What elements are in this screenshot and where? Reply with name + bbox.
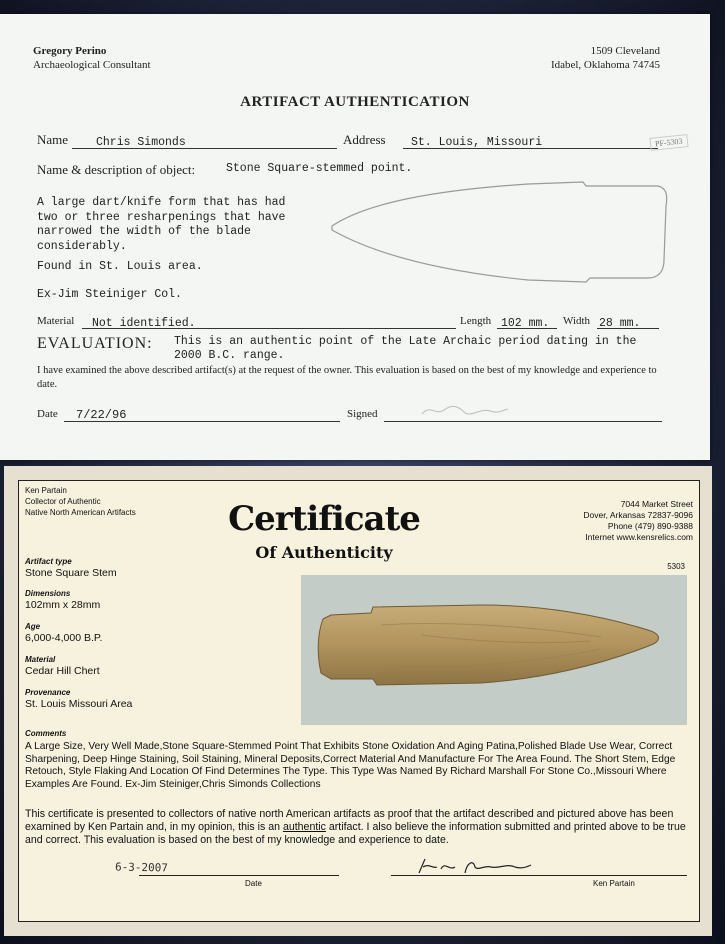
object-label: Name & description of object: — [37, 162, 196, 177]
object-value: Stone Square-stemmed point. — [226, 162, 413, 175]
point-outline-drawing — [328, 180, 673, 290]
collector-address — [583, 499, 693, 543]
field-value: St. Louis Missouri Area — [25, 698, 133, 710]
address-line-2: Idabel, Oklahoma 74745 — [550, 59, 660, 71]
collector-line: Native North American Artifacts — [25, 508, 136, 517]
width-line — [597, 313, 659, 329]
evaluation-line: This is an authentic point of the Late Archaic period dating in the — [174, 335, 637, 348]
signature-label: Ken Partain — [593, 879, 635, 888]
phone: Phone (479) 890-9388 — [607, 521, 693, 531]
length-line — [497, 313, 557, 329]
website: Internet www.kensrelics.com — [585, 532, 693, 542]
width-label: Width — [563, 315, 591, 327]
date-line — [139, 875, 339, 876]
statement-authentic: authentic — [282, 821, 326, 833]
artifact-point-image — [301, 575, 687, 725]
address-value: St. Louis, Missouri — [411, 136, 543, 149]
collector-line: Collector of Authentic — [25, 497, 101, 506]
width-value: 28 mm. — [599, 317, 641, 330]
field-label: Provenance — [25, 688, 71, 697]
certificate-number: 5303 — [667, 562, 685, 571]
description-line: two or three resharpenings that have — [37, 210, 286, 224]
evaluation-label: EVALUATION: — [37, 335, 153, 352]
certification-statement — [25, 808, 693, 847]
card-title: ARTIFACT AUTHENTICATION — [240, 94, 470, 110]
address-line-1: 7044 Market Street — [620, 499, 693, 509]
statement-text: artifact. I also believe the information submitted and printed above to be true and correct. This evaluation is based on the best of my knowledge and experience to date. — [25, 821, 686, 846]
material-label: Material — [37, 315, 75, 327]
address-line — [403, 132, 658, 149]
date-label: Date — [37, 408, 58, 420]
field-label: Artifact type — [25, 557, 72, 566]
collection: Ex-Jim Steiniger Col. — [37, 288, 182, 301]
signature-line — [391, 875, 687, 876]
consultant-address — [551, 44, 660, 72]
address-line-2: Dover, Arkansas 72837-9096 — [583, 510, 693, 520]
catalog-stamp: PF-5303 — [650, 134, 689, 151]
field-label: Material — [25, 655, 56, 664]
artifact-photo — [301, 575, 687, 725]
signature-mark — [420, 402, 510, 420]
name-label: Name — [37, 132, 69, 147]
field-label: Age — [25, 622, 41, 631]
certificate-subtitle: Of Authenticity — [255, 543, 393, 562]
description — [37, 196, 285, 254]
date-value: 7/22/96 — [76, 408, 127, 422]
consultant-name: Gregory Perino — [33, 45, 107, 57]
description-line: considerably. — [37, 239, 127, 253]
consultant-title: Archaeological Consultant — [33, 59, 151, 71]
description-line: narrowed the width of the blade — [37, 225, 251, 238]
statement-text: This certificate is presented to collectors of native north American artifacts as proof that the artifact described and pictured above has been examined by Ken Partain and, in my opinion, this is an — [25, 808, 674, 833]
signed-label: Signed — [347, 408, 378, 420]
certificate-title: Certificate — [228, 499, 420, 539]
collector-header — [25, 485, 136, 518]
examination-statement: I have examined the above described artifact(s) at the request of the owner. This evaluation is based on the best of my knowledge and experience to date. — [37, 365, 657, 390]
description-line: A large dart/knife form that has had — [37, 196, 286, 209]
comments-label: Comments — [25, 729, 67, 738]
date-line — [64, 405, 340, 422]
certificate-date-value: 6-3-2007 — [114, 860, 169, 875]
field-value: Stone Square Stem — [25, 567, 117, 579]
name-value: Chris Simonds — [96, 136, 186, 149]
partain-certificate — [4, 466, 712, 936]
consultant-header — [33, 44, 151, 72]
certificate-border — [18, 480, 700, 922]
certificate-date-label: Date — [245, 879, 262, 888]
comments-text: A Large Size, Very Well Made,Stone Square-Stemmed Point That Exhibits Stone Oxidation And Aging Patina,Polished Blade Use Wear, Correct Sharpening, Deep Hinge Staining, Soil Staining, Mineral Deposits,Correct Material And Manufacture For The Area Found. The Short Stem, Edge Retouch, Style Flaking And Location Of Find Determines The Type. This Type Was Named By Richard Marshall For Stone Co.,Missouri Where Examples Are Found. Ex-Jim Steiniger,Chris Simonds Collections — [25, 741, 676, 790]
field-label: Dimensions — [25, 589, 71, 598]
length-value: 102 mm. — [501, 317, 550, 330]
evaluation-text — [174, 335, 636, 363]
perino-authentication-card — [0, 14, 710, 460]
length-label: Length — [460, 315, 492, 327]
collector-name: Ken Partain — [25, 486, 67, 495]
evaluation-line: 2000 B.C. range. — [174, 349, 285, 362]
material-line — [82, 313, 456, 329]
field-value: 6,000-4,000 B.P. — [25, 632, 103, 644]
field-value: Cedar Hill Chert — [25, 665, 100, 677]
material-value: Not identified. — [92, 317, 196, 330]
field-value: 102mm x 28mm — [25, 599, 101, 611]
name-line — [72, 132, 337, 149]
address-line-1: 1509 Cleveland — [590, 45, 660, 57]
found-location: Found in St. Louis area. — [37, 260, 203, 273]
address-label: Address — [343, 132, 386, 147]
